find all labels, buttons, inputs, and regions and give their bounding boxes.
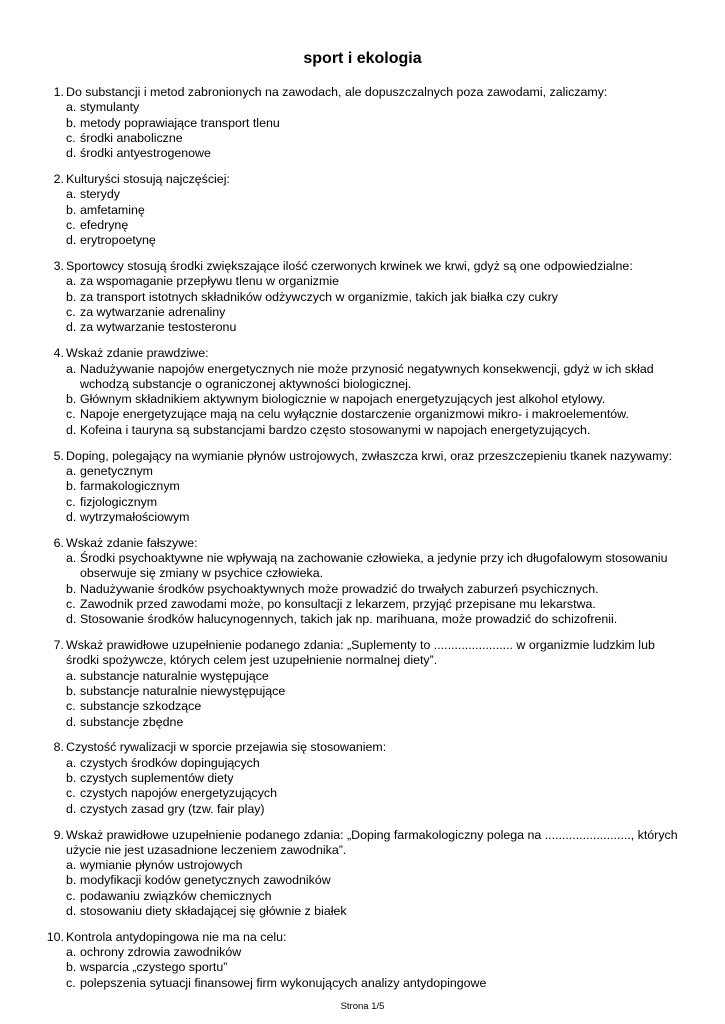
option-text: wsparcia „czystego sportu” <box>80 960 228 975</box>
option-letter: c. <box>66 975 76 990</box>
option-letter: c. <box>66 596 76 611</box>
answer-option <box>66 407 684 422</box>
option-text: Napoje energetyzujące mają na celu wyłącznie dostarczenie organizmowi mikro- i makroelementów. <box>80 407 629 422</box>
answer-option <box>66 203 684 218</box>
option-letter: d. <box>66 714 77 729</box>
answer-option <box>66 274 684 289</box>
answer-option <box>66 290 684 305</box>
option-text: Stosowanie środków halucynogennych, takich jak np. marihuana, może prowadzić do schizofrenii. <box>80 612 618 627</box>
option-letter: b. <box>66 392 77 407</box>
answer-options <box>44 669 684 730</box>
option-letter: c. <box>66 217 76 232</box>
answer-option <box>66 873 684 888</box>
question-number: 9. <box>53 827 64 842</box>
answer-option <box>66 802 684 817</box>
answer-options <box>44 187 684 248</box>
question-number: 2. <box>53 172 64 187</box>
option-letter: a. <box>66 187 77 202</box>
answer-option <box>66 362 684 393</box>
option-text: podawaniu związków chemicznych <box>80 888 272 903</box>
option-text: substancje zbędne <box>80 714 184 729</box>
question-line <box>44 346 684 361</box>
question-number: 4. <box>53 346 64 361</box>
option-text: efedrynę <box>80 217 129 232</box>
question-1 <box>44 85 684 161</box>
answer-option <box>66 669 684 684</box>
question-text: Kontrola antydopingowa nie ma na celu: <box>66 929 287 944</box>
option-letter: d. <box>66 146 77 161</box>
option-letter: c. <box>66 786 76 801</box>
answer-option <box>66 100 684 115</box>
answer-option <box>66 715 684 730</box>
option-letter: d. <box>66 801 77 816</box>
option-text: za wytwarzanie adrenaliny <box>80 305 226 320</box>
option-text: genetycznym <box>80 463 154 478</box>
option-text: wytrzymałościowym <box>80 509 190 524</box>
option-letter: b. <box>66 873 77 888</box>
answer-options <box>44 362 684 438</box>
option-letter: c. <box>66 888 76 903</box>
option-text: za wytwarzanie testosteronu <box>80 320 237 335</box>
answer-option <box>66 218 684 233</box>
question-line <box>44 536 684 551</box>
answer-option <box>66 305 684 320</box>
question-6 <box>44 536 684 628</box>
answer-option <box>66 510 684 525</box>
option-text: Głównym składnikiem aktywnym biologicznie w napojach energetyzujących jest alkohol etylowy. <box>80 392 606 407</box>
question-line <box>44 85 684 100</box>
option-text: sterydy <box>80 187 120 202</box>
question-text: Czystość rywalizacji w sporcie przejawia się stosowaniem: <box>66 740 387 755</box>
answer-option <box>66 479 684 494</box>
option-text: czystych środków dopingujących <box>80 755 260 770</box>
question-line <box>44 638 684 669</box>
question-number: 3. <box>53 259 64 274</box>
option-text: za transport istotnych składników odżywczych w organizmie, takich jak białka czy cukry <box>80 289 558 304</box>
question-text: Kulturyści stosują najczęściej: <box>66 172 230 187</box>
answer-option <box>66 146 684 161</box>
question-number: 7. <box>53 638 64 653</box>
option-text: fizjologicznym <box>80 494 158 509</box>
answer-option <box>66 495 684 510</box>
option-text: modyfikacji kodów genetycznych zawodników <box>80 873 331 888</box>
answer-option <box>66 320 684 335</box>
option-letter: c. <box>66 494 76 509</box>
option-letter: d. <box>66 509 77 524</box>
option-text: substancje naturalnie występujące <box>80 668 269 683</box>
option-text: erytropoetynę <box>80 233 156 248</box>
answer-option <box>66 423 684 438</box>
option-letter: c. <box>66 305 76 320</box>
page-footer: Strona 1/5 <box>340 1001 385 1012</box>
answer-options <box>44 858 684 919</box>
option-text: ochrony zdrowia zawodników <box>80 945 242 960</box>
answer-options <box>44 274 684 335</box>
question-line <box>44 828 684 859</box>
answer-option <box>66 233 684 248</box>
option-text: substancje szkodzące <box>80 699 202 714</box>
option-text: wymianie płynów ustrojowych <box>80 858 243 873</box>
option-text: za wspomaganie przepływu tlenu w organizmie <box>80 274 339 289</box>
answer-option <box>66 392 684 407</box>
option-letter: a. <box>66 550 77 565</box>
option-text: Środki psychoaktywne nie wpływają na zachowanie człowieka, a jedynie przy ich długofalowym stosowaniu obserwuje się zmiany w psychice człowieka. <box>80 550 668 581</box>
option-text: stosowaniu diety składającej się głównie z białek <box>80 904 347 918</box>
question-8 <box>44 740 684 816</box>
question-9 <box>44 828 684 920</box>
option-letter: a. <box>66 755 77 770</box>
answer-options <box>44 756 684 817</box>
option-letter: a. <box>66 668 77 683</box>
question-text: Wskaż zdanie prawdziwe: <box>66 346 209 361</box>
option-letter: b. <box>66 771 77 786</box>
answer-option <box>66 612 684 627</box>
option-letter: b. <box>66 289 77 304</box>
answer-option <box>66 131 684 146</box>
answer-option <box>66 684 684 699</box>
option-text: Kofeina i tauryna są substancjami bardzo często stosowanymi w napojach energetyzujących. <box>80 422 591 437</box>
option-letter: a. <box>66 858 77 873</box>
answer-option <box>66 889 684 904</box>
question-10 <box>44 930 684 991</box>
answer-option <box>66 756 684 771</box>
question-text: Do substancji i metod zabronionych na zawodach, ale dopuszczalnych poza zawodami, zaliczamy: <box>66 85 608 99</box>
option-letter: d. <box>66 233 77 248</box>
answer-option <box>66 960 684 975</box>
option-text: czystych zasad gry (tzw. fair play) <box>80 801 265 816</box>
option-letter: b. <box>66 683 77 698</box>
answer-options <box>44 945 684 991</box>
answer-option <box>66 771 684 786</box>
answer-options <box>44 551 684 627</box>
question-text: Doping, polegający na wymianie płynów ustrojowych, zwłaszcza krwi, oraz przeszczepieniu tkanek nazywamy: <box>66 448 673 463</box>
option-letter: c. <box>66 407 76 422</box>
question-line <box>44 740 684 755</box>
answer-options <box>44 100 684 161</box>
answer-option <box>66 858 684 873</box>
option-text: Nadużywanie środków psychoaktywnych może prowadzić do trwałych zaburzeń psychicznych. <box>80 581 599 596</box>
option-text: farmakologicznym <box>80 479 180 494</box>
option-text: amfetaminę <box>80 202 145 217</box>
option-letter: d. <box>66 422 77 437</box>
option-letter: b. <box>66 581 77 596</box>
answer-option <box>66 976 684 991</box>
option-letter: a. <box>66 361 77 376</box>
answer-options <box>44 464 684 525</box>
option-letter: b. <box>66 115 77 130</box>
option-letter: a. <box>66 945 77 960</box>
question-line <box>44 259 684 274</box>
question-number: 8. <box>53 740 64 755</box>
option-text: Nadużywanie napojów energetycznych nie może przynosić negatywnych konsekwencji, gdyż w ich skład wchodzą substancje o ograniczonej aktywności biologicznej. <box>80 361 654 391</box>
option-letter: b. <box>66 960 77 975</box>
option-letter: c. <box>66 130 76 145</box>
option-text: środki antyestrogenowe <box>80 146 211 161</box>
answer-option <box>66 597 684 612</box>
question-line <box>44 449 684 464</box>
option-text: czystych napojów energetyzujących <box>80 786 277 801</box>
question-number: 5. <box>53 448 64 463</box>
option-text: Zawodnik przed zawodami może, po konsultacji z lekarzem, przyjąć przepisane mu lekarstwa. <box>80 596 596 611</box>
question-4 <box>44 346 684 438</box>
question-2 <box>44 172 684 248</box>
option-text: polepszenia sytuacji finansowej firm wykonujących analizy antydopingowe <box>80 975 487 990</box>
option-letter: a. <box>66 100 77 115</box>
answer-option <box>66 187 684 202</box>
answer-option <box>66 786 684 801</box>
question-number: 6. <box>53 535 64 550</box>
option-text: środki anaboliczne <box>80 130 183 145</box>
option-letter: b. <box>66 202 77 217</box>
option-letter: c. <box>66 699 76 714</box>
question-text: Wskaż prawidłowe uzupełnienie podanego zdania: „Doping farmakologiczny polega na ........................., których użycie nie jest uzasadnione leczeniem zawodnika”. <box>66 827 678 857</box>
option-letter: d. <box>66 612 77 627</box>
answer-option <box>66 582 684 597</box>
question-text: Wskaż prawidłowe uzupełnienie podanego zdania: „Suplementy to ....................... w organizmie ludzkim lub środki spożywcze, których celem jest uzupełnienie normalnej diety”. <box>66 638 655 668</box>
answer-option <box>66 945 684 960</box>
question-line <box>44 930 684 945</box>
answer-option <box>66 551 684 582</box>
page-title: sport i ekologia <box>303 50 422 67</box>
question-line <box>44 172 684 187</box>
option-text: stymulanty <box>80 100 140 115</box>
option-letter: a. <box>66 463 77 478</box>
question-number: 10. <box>46 929 64 944</box>
question-3 <box>44 259 684 335</box>
question-number: 1. <box>53 85 64 99</box>
answer-option <box>66 464 684 479</box>
question-7 <box>44 638 684 730</box>
option-letter: d. <box>66 904 77 918</box>
option-letter: d. <box>66 320 77 335</box>
question-list <box>44 85 684 1002</box>
question-5 <box>44 449 684 525</box>
answer-option <box>66 699 684 714</box>
option-text: metody poprawiające transport tlenu <box>80 115 280 130</box>
answer-option <box>66 904 684 919</box>
option-letter: b. <box>66 479 77 494</box>
question-text: Wskaż zdanie fałszywe: <box>66 535 198 550</box>
option-text: substancje naturalnie niewystępujące <box>80 683 286 698</box>
option-letter: a. <box>66 274 77 289</box>
question-text: Sportowcy stosują środki zwiększające ilość czerwonych krwinek we krwi, gdyż są one odpowiedzialne: <box>66 259 633 274</box>
answer-option <box>66 116 684 131</box>
option-text: czystych suplementów diety <box>80 771 234 786</box>
